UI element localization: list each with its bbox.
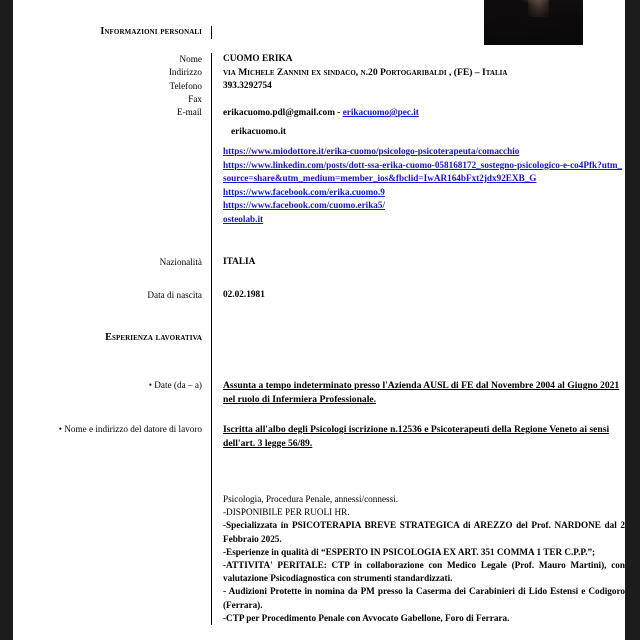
section-personal-information bbox=[13, 26, 625, 39]
value-email-wrap bbox=[211, 106, 625, 226]
label-nazionalita: Nazionalità bbox=[159, 257, 202, 267]
label-datore-lavoro: • Nome e indirizzo del datore di lavoro bbox=[58, 424, 202, 434]
field-row-fax bbox=[13, 93, 625, 106]
cv-content bbox=[13, 0, 625, 625]
section-heading-work: Esperienza lavorativa bbox=[105, 332, 202, 343]
field-row-email bbox=[13, 106, 625, 226]
label-telefono: Telefono bbox=[169, 81, 202, 91]
value-employer: Iscritta all'albo degli Psicologi iscrizione n.12536 e Psicoterapeuti della Regione Veneto ai sensi dell'art. 3 legge 56/89. bbox=[223, 424, 610, 449]
field-row-nazionalita bbox=[13, 256, 625, 269]
spacer-value bbox=[211, 451, 625, 493]
field-row-body-text bbox=[13, 493, 625, 625]
section-heading-personal: Informazioni personali bbox=[100, 26, 202, 37]
label-nome: Nome bbox=[179, 54, 202, 64]
spacer-row-6 bbox=[13, 451, 625, 493]
spacer-row-2 bbox=[13, 269, 625, 289]
field-row-nome bbox=[13, 53, 625, 66]
spacer-label bbox=[13, 451, 211, 464]
label-fax: Fax bbox=[188, 94, 202, 104]
label-date-da-a: • Date (da – a) bbox=[148, 380, 202, 390]
spacer-value bbox=[211, 407, 625, 423]
value-nazionalita-wrap bbox=[211, 256, 625, 269]
label-email: E-mail bbox=[176, 107, 202, 117]
value-fax-wrap bbox=[211, 93, 625, 106]
section-work-experience bbox=[13, 332, 625, 345]
body-paragraph: -CTP per Procedimento Penale con Avvocato Gabellone, Foro di Ferrara. bbox=[223, 612, 510, 623]
spacer-label bbox=[13, 226, 211, 239]
cv-page bbox=[13, 0, 625, 640]
email-line bbox=[223, 106, 625, 120]
label-indirizzo: Indirizzo bbox=[168, 67, 202, 77]
value-data-nascita: 02.02.1981 bbox=[223, 290, 265, 300]
value-telefono: 393.3292754 bbox=[223, 81, 272, 91]
value-website-plain: erikacuomo.it bbox=[231, 127, 286, 137]
field-row-dates bbox=[13, 379, 625, 407]
value-nome: CUOMO ERIKA bbox=[223, 54, 293, 64]
value-telefono-wrap bbox=[211, 80, 625, 93]
link-miodottore[interactable]: https://www.miodottore.it/erika-cuomo/psicologo-psicoterapeuta/comacchio bbox=[223, 146, 520, 156]
value-nazionalita: ITALIA bbox=[223, 257, 256, 267]
label-data-nascita: Data di nascita bbox=[147, 290, 202, 300]
spacer-row-4 bbox=[13, 345, 625, 379]
body-paragraph: - Audizioni Protette in nomina da PM presso la Caserma dei Carabinieri di Lido Estensi e Codigoro (Ferrara). bbox=[223, 586, 625, 610]
link-facebook-primary[interactable]: https://www.facebook.com/erika.cuomo.9 bbox=[223, 186, 385, 197]
field-row-indirizzo bbox=[13, 66, 625, 80]
body-paragraph: -ATTIVITA' PERITALE: CTP in collaborazione con Medico Legale (Prof. Mauro Martini), con valutazione Psicodiagnostica con strumenti standardizzati. bbox=[223, 560, 625, 584]
spacer-value bbox=[211, 345, 625, 379]
value-indirizzo-wrap bbox=[211, 66, 625, 80]
field-row-data-nascita bbox=[13, 289, 625, 302]
section-personal-body bbox=[211, 26, 625, 39]
value-indirizzo: via Michele Zannini ex sindaco, n.20 Portogaribaldi , (FE) – Italia bbox=[223, 67, 508, 78]
spacer-row-5 bbox=[13, 407, 625, 423]
value-email-primary: erikacuomo.pdl@gmail.com - bbox=[223, 108, 343, 118]
link-osteolab[interactable]: osteolab.it bbox=[223, 213, 264, 224]
value-employer-wrap bbox=[211, 423, 625, 451]
spacer-value bbox=[211, 302, 625, 332]
value-dates-wrap bbox=[211, 379, 625, 407]
section-work-body bbox=[211, 332, 625, 345]
body-paragraph: Psicologia, Procedura Penale, annessi/connessi. bbox=[223, 494, 399, 504]
field-row-employer bbox=[13, 423, 625, 451]
link-facebook-secondary[interactable]: https://www.facebook.com/cuomo.erika5/ bbox=[223, 200, 386, 210]
spacer-value bbox=[211, 226, 625, 256]
body-paragraph: -Specializzata in PSICOTERAPIA BREVE STRATEGICA di AREZZO del Prof. NARDONE dal 2 Febbraio 2025. bbox=[223, 520, 625, 544]
spacer-label bbox=[13, 269, 211, 282]
top-spacer bbox=[13, 0, 625, 26]
spacer-row-3 bbox=[13, 302, 625, 332]
body-paragraph: -Esperienze in qualità di “ESPERTO IN PSICOLOGIA EX ART. 351 COMMA 1 TER C.P.P.”; bbox=[223, 546, 596, 557]
body-paragraph: -DISPONIBILE PER RUOLI HR. bbox=[223, 507, 350, 518]
spacer-label bbox=[13, 302, 211, 315]
value-experience-dates: Assunta a tempo indeterminato presso l'Azienda AUSL di FE dal Novembre 2004 al Giugno 2021 nel ruolo di Infermiera Professionale. bbox=[223, 380, 620, 405]
spacer-label bbox=[13, 345, 211, 358]
spacer bbox=[13, 39, 625, 53]
value-nome-wrap bbox=[211, 53, 625, 66]
link-email-pec[interactable]: erikacuomo@pec.it bbox=[342, 107, 419, 117]
value-data-nascita-wrap bbox=[211, 289, 625, 302]
spacer-label bbox=[13, 407, 211, 420]
spacer-value bbox=[211, 269, 625, 289]
body-text-block bbox=[211, 493, 625, 625]
spacer-row-1 bbox=[13, 226, 625, 256]
link-linkedin[interactable]: https://www.linkedin.com/posts/dott-ssa-erika-cuomo-058168172_sostegno-psicologico-e-co4Pfk?utm_source=share&utm_medium=member_ios&fbclid=IwAR164bFxt2jdx92EXB_G bbox=[223, 159, 623, 183]
label-body-empty bbox=[13, 493, 211, 506]
field-row-telefono bbox=[13, 80, 625, 93]
